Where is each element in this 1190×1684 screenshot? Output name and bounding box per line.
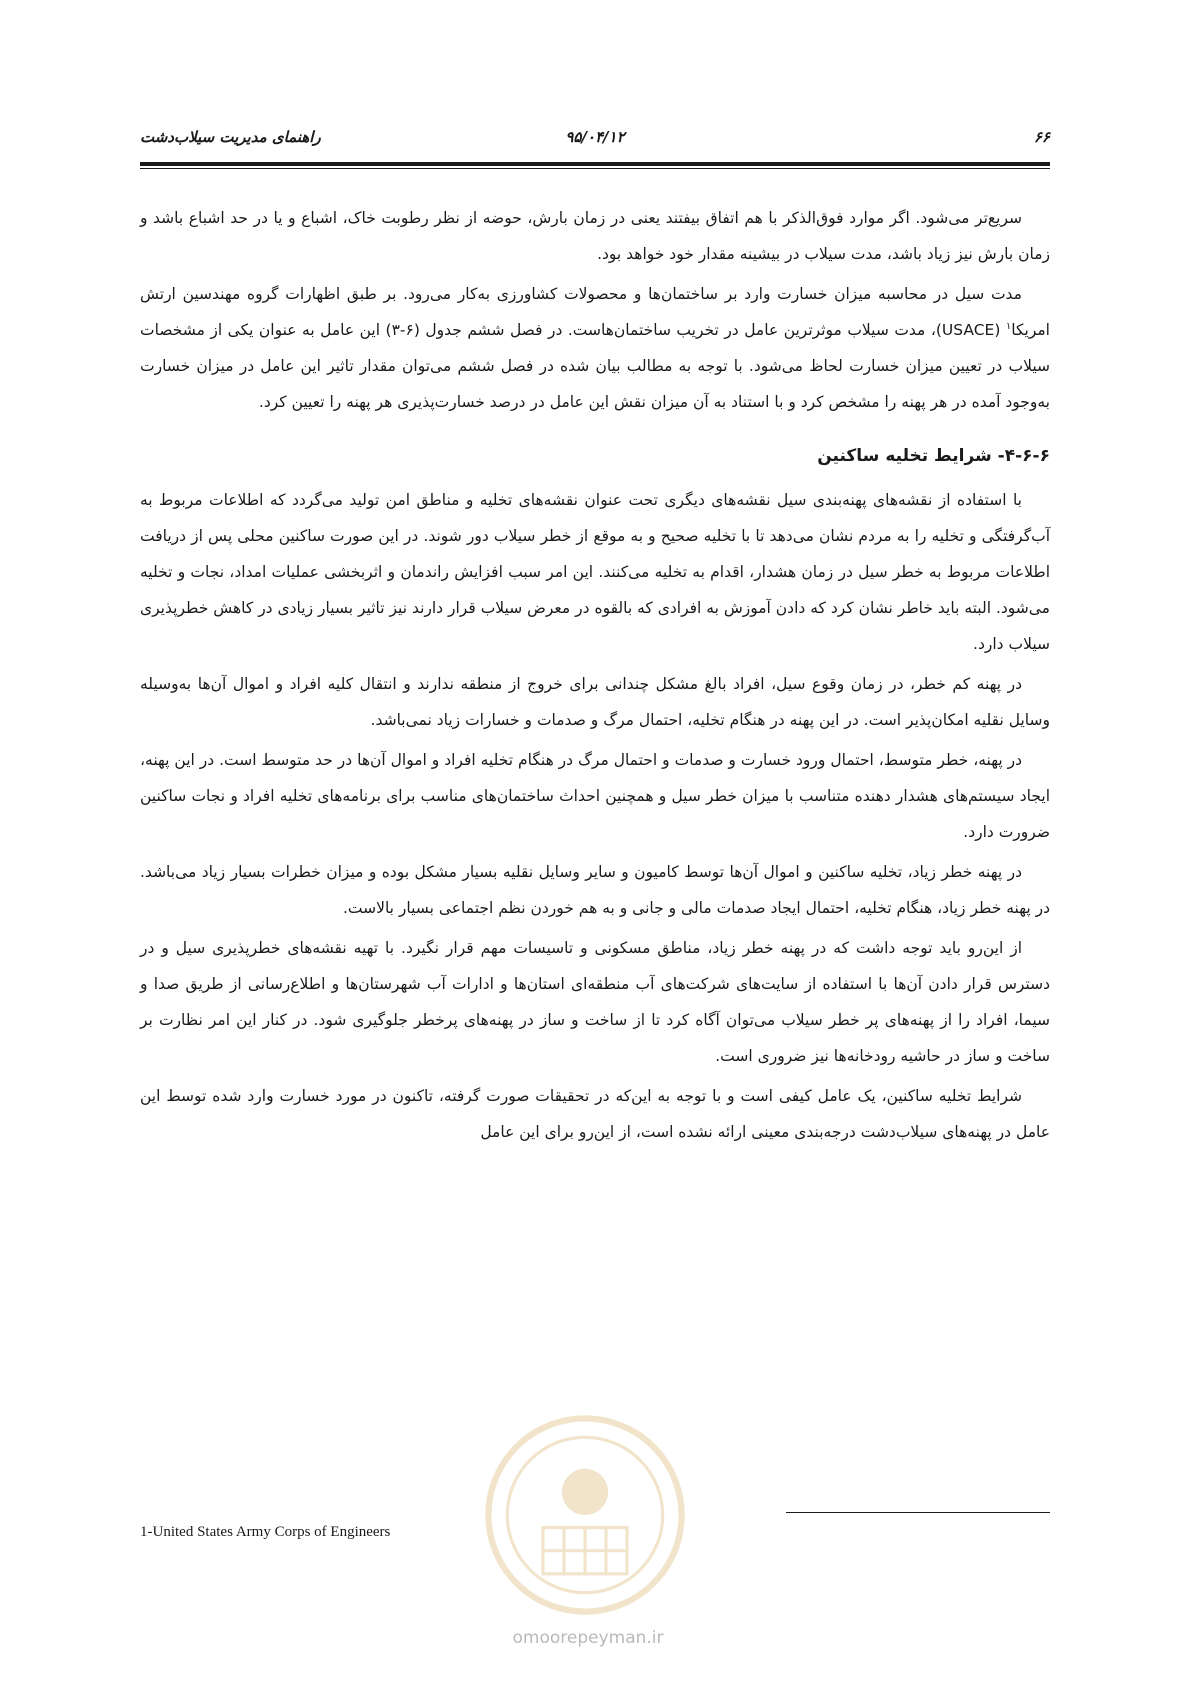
paragraph: با استفاده از نقشه‌های پهنه‌بندی سیل نقشه‌های دیگری تحت عنوان نقشه‌های تخلیه و مناطق امن تولید می‌گردد که اطلاعات مربوط به آب‌گرفتگی و تخلیه را به مردم نشان می‌دهد تا با تخلیه صحیح و به موقع از خطر سیلاب دور شوند. در این صورت ساکنین محلی پس از دریافت اطلاعات مربوط به خطر سیل در زمان هشدار، اقدام به تخلیه می‌کنند. این امر سبب افزایش راندمان و اثربخشی عملیات امداد، نجات و تخلیه می‌شود. البته باید خاطر نشان کرد که دادن آموزش به افرادی که بالقوه در معرض سیلاب قرار دارند نیز تاثیر بسیار زیادی در کاهش خطرپذیری سیلاب دارد. [140,491,1050,653]
paragraph: در پهنه، خطر متوسط، احتمال ورود خسارت و صدمات و احتمال مرگ در هنگام تخلیه افراد و اموال آن‌ها در حد متوسط است. در این پهنه، ایجاد سیستم‌های هشدار دهنده متناسب با میزان خطر سیل و همچنین احداث ساختمان‌های مناسب برای برنامه‌های تخلیه افراد و نجات ساکنین ضرورت دارد. [140,751,1050,841]
paragraph-text: (USACE)، مدت سیلاب موثرترین عامل در تخریب ساختمان‌هاست. در فصل ششم جدول (۶-۳) این عامل به عنوان یکی از مشخصات سیلاب در تعیین میزان خسارت لحاظ می‌شود. با توجه به مطالب بیان شده در فصل ششم می‌توان مقدار تاثیر این عامل در میزان خسارت به‌وجود آمده در هر پهنه را مشخص کرد و با استناد به آن میزان نقش این عامل در درصد خسارت‌پذیری هر پهنه را تعیین کرد. [140,321,1050,411]
header-rule-thin [140,168,1050,169]
footnote-marker: ۱ [1005,320,1012,332]
section-heading: ۴-۶-۶- شرایط تخلیه ساکنین [817,446,1050,466]
header-rule [140,162,1050,166]
paragraph: از این‌رو باید توجه داشت که در پهنه خطر زیاد، مناطق مسکونی و تاسیسات مهم قرار نگیرد. با تهیه نقشه‌های خطرپذیری سیل و در دسترس قرار دادن آن‌ها با استفاده از سایت‌های شرکت‌های آب منطقه‌ای استان‌ها و ادارات آب شهرستان‌ها و اطلاع‌رسانی از طریق صدا و سیما، افراد را از پهنه‌های پر خطر سیلاب می‌توان آگاه کرد تا از ساخت و ساز در پهنه‌های پرخطر جلوگیری شود. در کنار این امر نظارت بر ساخت و ساز در حاشیه رودخانه‌ها نیز ضروری است. [140,939,1050,1065]
footnote: 1-United States Army Corps of Engineers [140,1524,391,1540]
paragraph: شرایط تخلیه ساکنین، یک عامل کیفی است و با توجه به این‌که در تحقیقات صورت گرفته، تاکنون در مورد خسارت وارد شده توسط این عامل در پهنه‌های سیلاب‌دشت درجه‌بندی معینی ارائه نشده است، از این‌رو برای این عامل [140,1087,1050,1141]
watermark-seal [480,1410,690,1620]
seal-emblem [562,1469,608,1515]
running-title: راهنمای مدیریت سیلاب‌دشت [140,128,321,146]
page-number: ۶۶ [1033,128,1050,146]
page-header [140,128,1050,154]
document-body [140,200,1050,1154]
footnote-rule [786,1512,1050,1513]
paragraph-text: مدت سیل در محاسبه میزان خسارت وارد بر ساختمان‌ها و محصولات کشاورزی به‌کار می‌رود. بر طبق اظهارات گروه مهندسین ارتش امریکا [140,285,1050,339]
paragraph: در پهنه کم خطر، در زمان وقوع سیل، افراد بالغ مشکل چندانی برای خروج از منطقه ندارند و انتقال کلیه افراد و اموال آن‌ها به‌وسیله وسایل نقلیه امکان‌پذیر است. در این پهنه در هنگام تخلیه، احتمال مرگ و صدمات و خسارات زیاد نمی‌باشد. [140,675,1050,729]
paragraph: سریع‌تر می‌شود. اگر موارد فوق‌الذکر با هم اتفاق بیفتند یعنی در زمان بارش، حوضه از نظر رطوبت خاک، اشباع و یا در حد اشباع باشد و زمان بارش نیز زیاد باشد، مدت سیلاب در بیشینه مقدار خود خواهد بود. [140,209,1050,263]
paragraphs-top [140,200,1050,272]
paragraph-usace [140,276,1050,420]
paragraph: در پهنه خطر زیاد، تخلیه ساکنین و اموال آن‌ها توسط کامیون و سایر وسایل نقلیه بسیار مشکل بوده و میزان خطرات بسیار زیاد می‌باشد. در پهنه خطر زیاد، هنگام تخلیه، احتمال ایجاد صدمات مالی و جانی و به هم خوردن نظم اجتماعی بسیار بالاست. [140,863,1050,917]
watermark-text: omoorepeyman.ir [512,1628,664,1648]
header-date: ۹۵/۰۴/۱۲ [565,128,625,146]
paragraphs-section [140,482,1050,1150]
